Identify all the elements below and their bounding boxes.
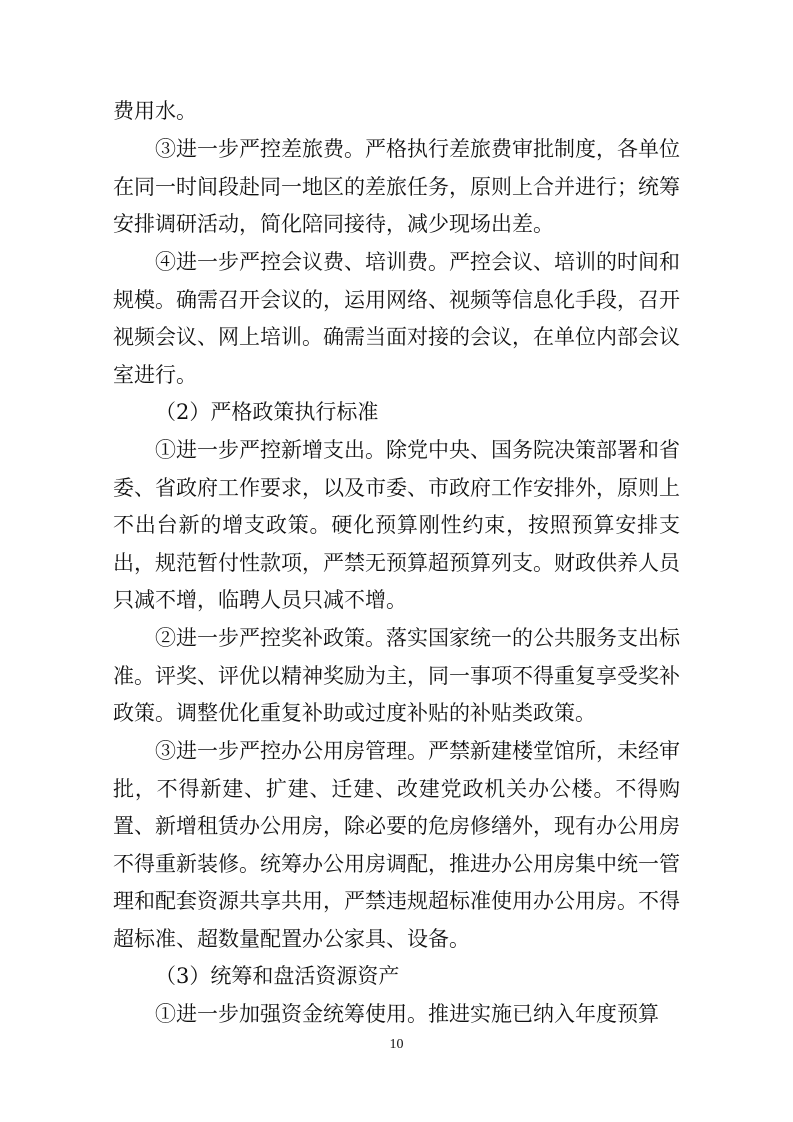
paragraph-new-spending: ①进一步严控新增支出。除党中央、国务院决策部署和省委、省政府工作要求，以及市委、市政府工作安排外，原则上不出台新的增支政策。硬化预算刚性约束，按照预算安排支出，规范暂付性款项，严禁无预算超预算列支。财政供养人员只减不增，临聘人员只减不增。 xyxy=(113,438,680,613)
paragraph-fund-coordination: ①进一步加强资金统筹使用。推进实施已纳入年度预算 xyxy=(155,1002,659,1026)
paragraph-office-space: ③进一步严控办公用房管理。严禁新建楼堂馆所，未经审批，不得新建、扩建、迁建、改建党政机关办公楼。不得购置、新增租赁办公用房，除必要的危房修缮外，现有办公用房不得重新装修。统筹办公用房调配，推进办公用房集中统一管理和配套资源共享共用，严禁违规超标准使用办公用房。不得超标准、超数量配置办公家具、设备。 xyxy=(113,739,680,951)
paragraph-meeting-expenses: ④进一步严控会议费、培训费。严控会议、培训的时间和规模。确需召开会议的，运用网络、视频等信息化手段，召开视频会议、网上培训。确需当面对接的会议，在单位内部会议室进行。 xyxy=(113,250,680,387)
section-heading-2: （2）严格政策执行标准 xyxy=(155,400,379,424)
page-number: 10 xyxy=(389,1037,404,1052)
section-heading-3: （3）统筹和盘活资源资产 xyxy=(155,964,400,988)
paragraph-award-policy: ②进一步严控奖补政策。落实国家统一的公共服务支出标准。评奖、评优以精神奖励为主，同一事项不得重复享受奖补政策。调整优化重复补助或过度补贴的补贴类政策。 xyxy=(113,626,680,726)
paragraph-travel-expenses: ③进一步严控差旅费。严格执行差旅费审批制度，各单位在同一时间段赴同一地区的差旅任务，原则上合并进行；统筹安排调研活动，简化陪同接待，减少现场出差。 xyxy=(113,137,680,237)
paragraph-continuation: 费用水。 xyxy=(113,99,197,123)
